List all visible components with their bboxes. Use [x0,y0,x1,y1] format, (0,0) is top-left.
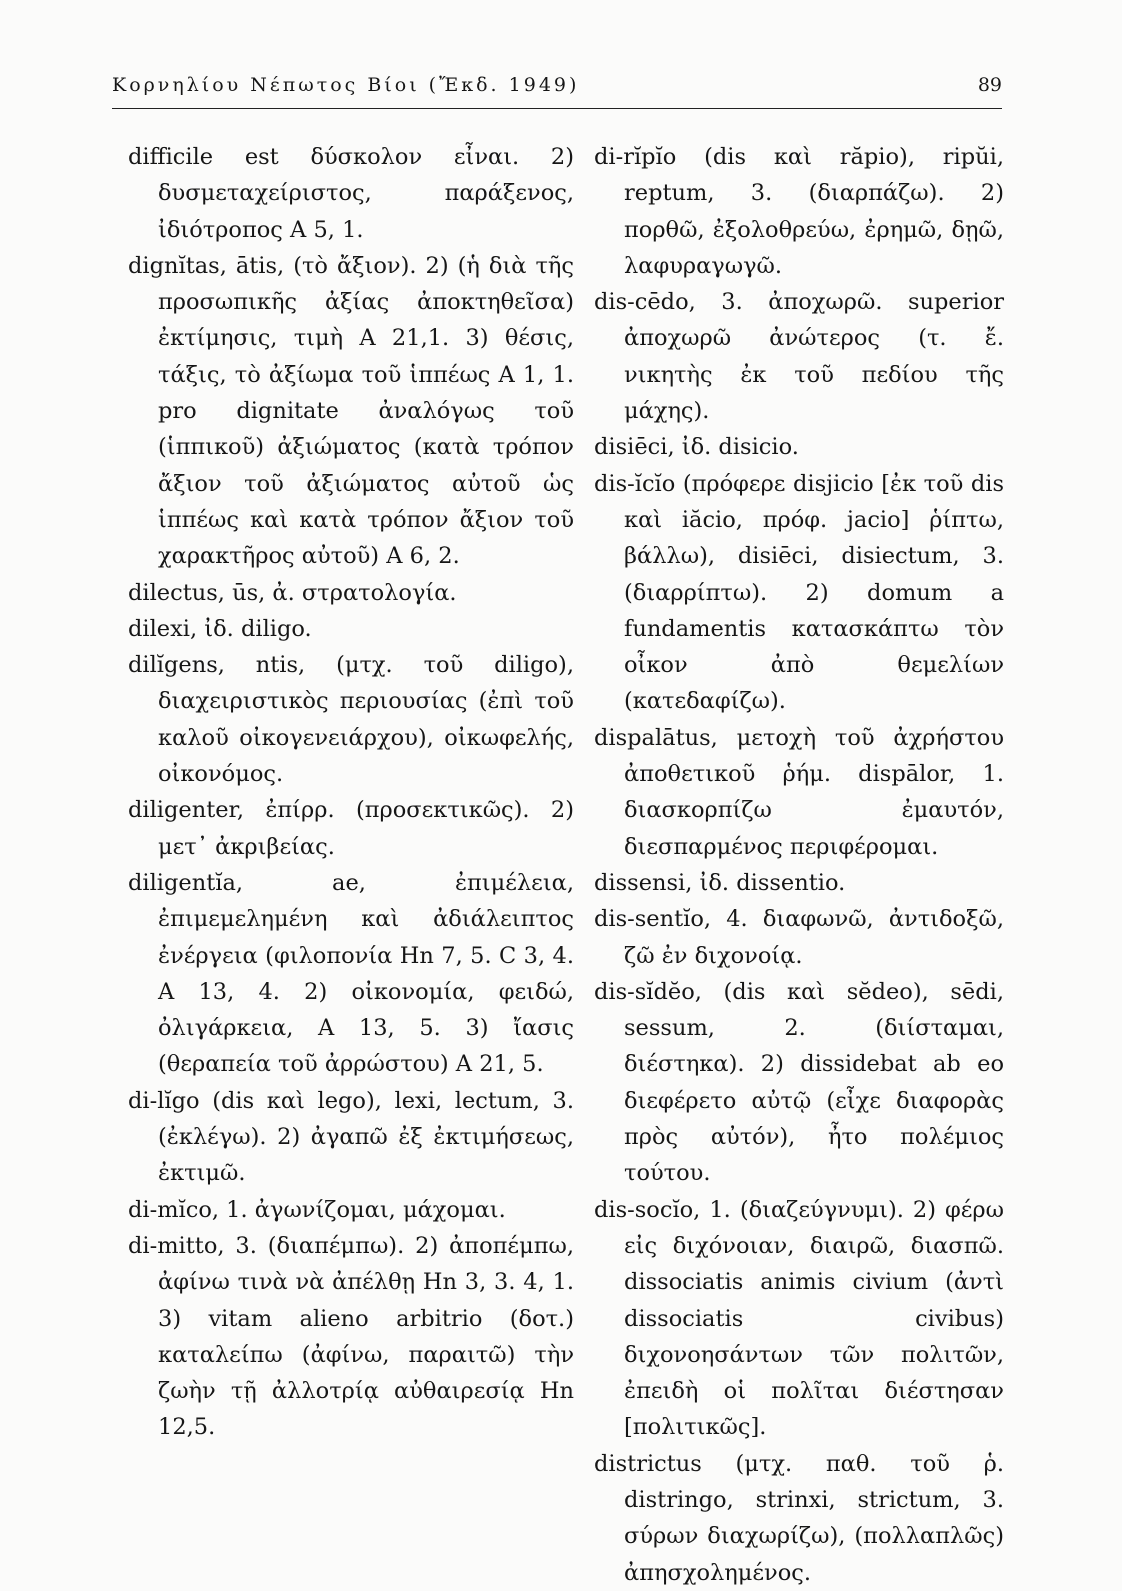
entry-diligens: dilĭgens, ntis, (μτχ. τοῦ diligo), διαχειριστικὸς περιουσίας (ἐπὶ τοῦ καλοῦ οἰκογενειάρχου), οἰκωφελής, οἰκονόμος. [128,652,574,788]
entry-districtus: districtus (μτχ. παθ. τοῦ ῥ. distringo, strinxi, strictum, 3. σύρων διαχωρίζω), (πολλαπλῶς) ἀπησχολημένος. [594,1450,1004,1586]
entry-disieci: disiēci, ἰδ. disicio. [594,434,799,461]
entry-diligentia: diligentĭa, ae, ἐπιμέλεια, ἐπιμεμελημένη καὶ ἀδιάλειπτος ἐνέργεια (φιλοπονία Hn 7, 5. C 3, 4. A 13, 4. 2) οἰκονομία, φειδώ, ὀλιγάρκεια, A 13, 5. 3) ἴασις (θεραπεία τοῦ ἀρρώστου) A 21, 5. [128,869,574,1078]
running-title: Κορνηλίου Νέπωτος Βίοι (Ἔκδ. 1949) [112,74,580,96]
entry-dignitas: dignĭtas, ātis, (τὸ ἄξιον). 2) (ἡ διὰ τῆς προσωπικῆς ἀξίας ἀποκτηθεῖσα) ἐκτίμησις, τιμὴ A 21,1. 3) θέσις, τάξις, τὸ ἀξίωμα τοῦ ἱππέως A 1, 1. pro dignitate ἀναλόγως τοῦ (ἱππικοῦ) ἀξιώματος (κατὰ τρόπον ἄξιον τοῦ ἀξιώματος αὐτοῦ ὡς ἱππέως καὶ κατὰ τρόπον ἄξιον τοῦ χαρακτῆρος αὐτοῦ) A 6, 2. [128,252,574,570]
entry-diligo: di-lĭgo (dis καὶ lego), lexi, lectum, 3. (ἐκλέγω). 2) ἀγαπῶ ἐξ ἐκτιμήσεως, ἐκτιμῶ. [128,1087,574,1187]
entry-diripio: di-rĭpĭo (dis καὶ răpio), ripŭi, reptum, 3. (διαρπάζω). 2) πορθῶ, ἐξολοθρεύω, ἐρημῶ, δῃῶ, λαφυραγωγῶ. [594,144,1004,279]
page-number: 89 [977,74,1002,96]
entry-dissocio: dis-socĭo, 1. (διαζεύγνυμι). 2) φέρω εἰς διχόνοιαν, διαιρῶ, διασπῶ. dissociatis animis civium (ἀντὶ dissociatis civibus) διχονοησάντων τῶν πολιτῶν, ἐπειδὴ οἱ πολῖται διέστησαν [πολιτικῶς]. [594,1196,1004,1441]
entry-dilectus: dilectus, ūs, ἀ. στρατολογία. [128,579,457,606]
entry-difficile: difficile est δύσκολον εἶναι. 2) δυσμεταχείριστος, παράξενος, ἰδιότροπος A 5, 1. [128,144,574,243]
entry-dissensi: dissensi, ἰδ. dissentio. [594,869,846,896]
entry-dispalatus: dispalātus, μετοχὴ τοῦ ἀχρήστου ἀποθετικοῦ ῥήμ. dispālor, 1. διασκορπίζω ἐμαυτόν, διεσπαρμένος περιφέρομαι. [594,724,1004,860]
entry-dilexi: dilexi, ἰδ. diligo. [128,615,312,642]
entry-dissentio: dis-sentĭo, 4. διαφωνῶ, ἀντιδοξῶ, ζῶ ἐν διχονοίᾳ. [594,906,1004,969]
header-rule [112,108,1002,109]
entry-discedo: dis-cēdo, 3. ἀποχωρῶ. superior ἀποχωρῶ ἀνώτερος (τ. ἔ. νικητὴς ἐκ τοῦ πεδίου τῆς μάχης). [594,289,1004,425]
entry-dimitto: di-mitto, 3. (διαπέμπω). 2) ἀποπέμπω, ἀφίνω τινὰ νὰ ἀπέλθῃ Hn 3, 3. 4, 1. 3) vitam alieno arbitrio (δοτ.) καταλείπω (ἀφίνω, παραιτῶ) τὴν ζωὴν τῇ ἀλλοτρίᾳ αὐθαιρεσίᾳ Hn 12,5. [128,1232,574,1441]
entry-dissideo: dis-sĭdĕo, (dis καὶ sĕdeo), sēdi, sessum, 2. (διίσταμαι, διέστηκα). 2) dissidebat ab eo διεφέρετο αὐτῷ (εἶχε διαφορὰς πρὸς αὐτόν), ἦτο πολέμιος τούτου. [594,978,1004,1187]
page-header [112,74,1002,104]
entry-diligenter: diligenter, ἐπίρρ. (προσεκτικῶς). 2) μετ᾽ ἀκριβείας. [128,797,574,860]
entry-dimico: di-mĭco, 1. ἀγωνίζομαι, μάχομαι. [128,1196,506,1223]
right-column [594,139,1004,1591]
entry-disicio: dis-ĭcĭo (πρόφερε disjicio [ἐκ τοῦ dis καὶ iăcio, πρόφ. jacio] ῥίπτω, βάλλω), disiēci, disiectum, 3. (διαρρίπτω). 2) domum a fundamentis κατασκάπτω τὸν οἶκον ἀπὸ θεμελίων (κατεδαφίζω). [594,470,1004,715]
left-column [128,139,574,1446]
